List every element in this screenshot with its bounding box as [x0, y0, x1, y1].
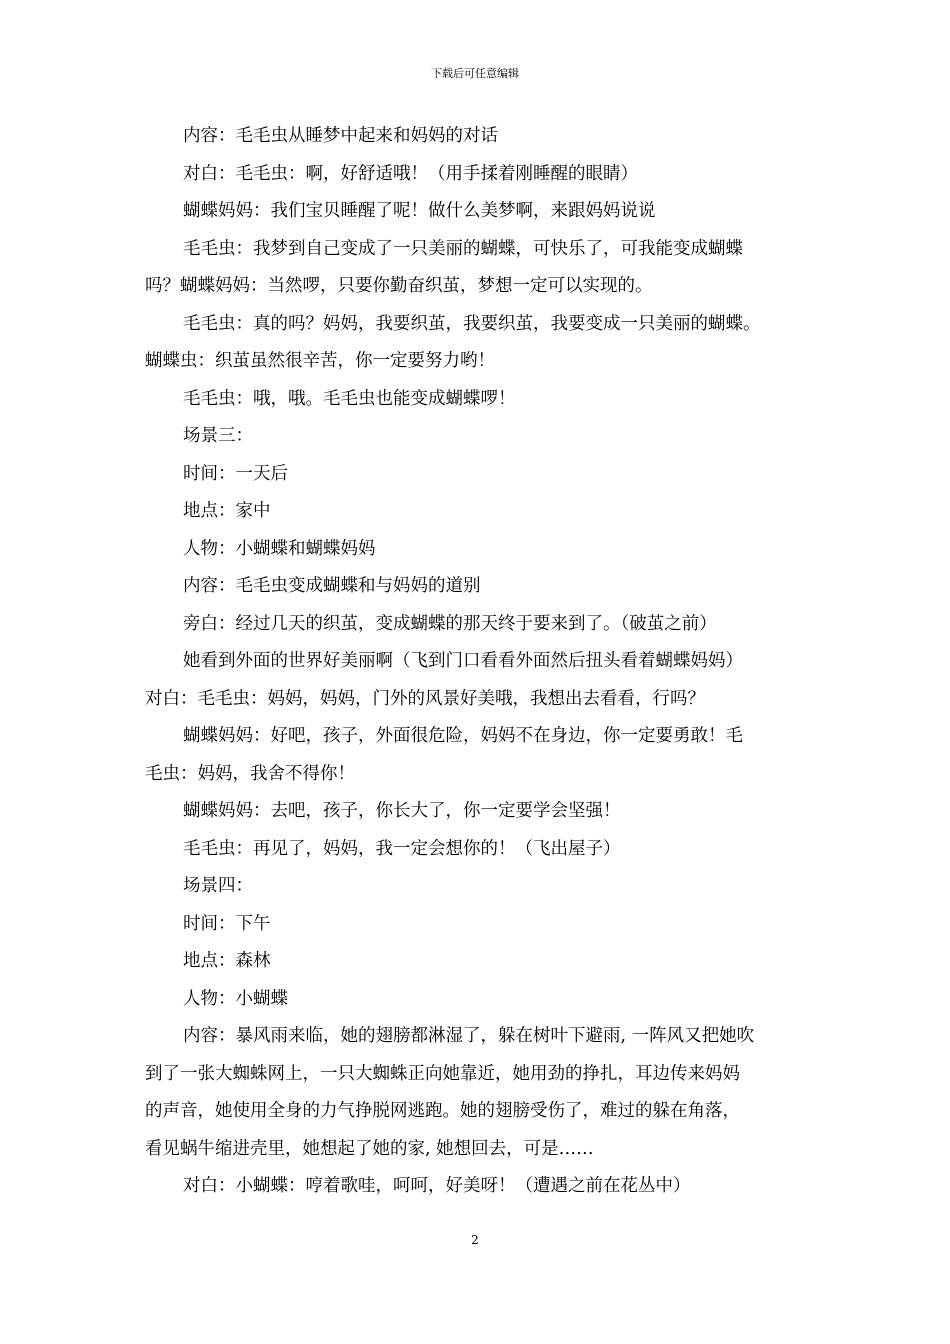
paragraph-line: 她看到外面的世界好美丽啊（飞到门口看看外面然后扭头看着蝴蝶妈妈）: [183, 651, 743, 671]
paragraph-line: 毛毛虫：哦，哦。毛毛虫也能变成蝴蝶啰！: [183, 388, 516, 409]
page-header: 下载后可任意编辑: [431, 67, 519, 80]
scene-heading: 场景四：: [183, 876, 253, 896]
paragraph-line: 对白：毛毛虫：啊，好舒适哦！（用手揉着刚睡醒的眼睛）: [183, 163, 638, 184]
paragraph-line: 的声音，她使用全身的力气挣脱网逃跑。她的翅膀受伤了，难过的躲在角落，: [145, 1101, 740, 1121]
paragraph-line: 内容：毛毛虫变成蝴蝶和与妈妈的道别: [183, 576, 481, 596]
paragraph-line: 时间：一天后: [183, 463, 288, 484]
paragraph-line: 蝴蝶妈妈：我们宝贝睡醒了呢！做什么美梦啊，来跟妈妈说说: [183, 201, 656, 221]
paragraph-line: 毛毛虫：我梦到自己变成了一只美丽的蝴蝶，可快乐了，可我能变成蝴蝶: [183, 238, 743, 259]
paragraph-line: 人物：小蝴蝶: [183, 988, 288, 1009]
paragraph-line: 毛虫：妈妈，我舍不得你！: [145, 763, 355, 784]
scene-heading: 场景三：: [183, 426, 253, 446]
paragraph-line: 旁白：经过几天的织茧，变成蝴蝶的那天终于要来到了。（破茧之前）: [183, 613, 717, 634]
paragraph-line: 对白：毛毛虫：妈妈，妈妈，门外的风景好美哦，我想出去看看，行吗？: [145, 688, 705, 709]
paragraph-line: 毛毛虫：真的吗？妈妈，我要织茧，我要织茧，我要变成一只美丽的蝴蝶。: [183, 313, 761, 334]
paragraph-line: 到了一张大蜘蛛网上，一只大蜘蛛正向她靠近，她用劲的挣扎，耳边传来妈妈: [145, 1063, 740, 1084]
paragraph-line: 蝴蝶虫：织茧虽然很辛苦，你一定要努力哟！: [145, 351, 495, 371]
page-number: 2: [471, 1233, 479, 1247]
paragraph-line: 蝴蝶妈妈：好吧，孩子，外面很危险，妈妈不在身边，你一定要勇敢！毛: [183, 726, 743, 746]
paragraph-line: 内容：暴风雨来临，她的翅膀都淋湿了，躲在树叶下避雨, 一阵风又把她吹: [183, 1026, 755, 1046]
paragraph-line: 蝴蝶妈妈：去吧，孩子，你长大了，你一定要学会坚强！: [183, 801, 621, 821]
paragraph-line: 对白：小蝴蝶：哼着歌哇，呵呵，好美呀！（遭遇之前在花丛中）: [183, 1176, 691, 1196]
paragraph-line: 毛毛虫：再见了，妈妈，我一定会想你的！（飞出屋子）: [183, 838, 621, 859]
paragraph-line: 地点：森林: [183, 951, 271, 971]
paragraph-line: 内容：毛毛虫从睡梦中起来和妈妈的对话: [183, 126, 498, 146]
paragraph-line: 吗？蝴蝶妈妈：当然啰，只要你勤奋织茧，梦想一定可以实现的。: [145, 276, 653, 296]
paragraph-line: 人物：小蝴蝶和蝴蝶妈妈: [183, 538, 376, 559]
paragraph-line: 时间：下午: [183, 913, 271, 934]
paragraph-line: 地点：家中: [183, 501, 271, 521]
document-body: [145, 118, 810, 1206]
paragraph-line: 看见蜗牛缩进壳里，她想起了她的家, 她想回去，可是……: [145, 1138, 594, 1159]
